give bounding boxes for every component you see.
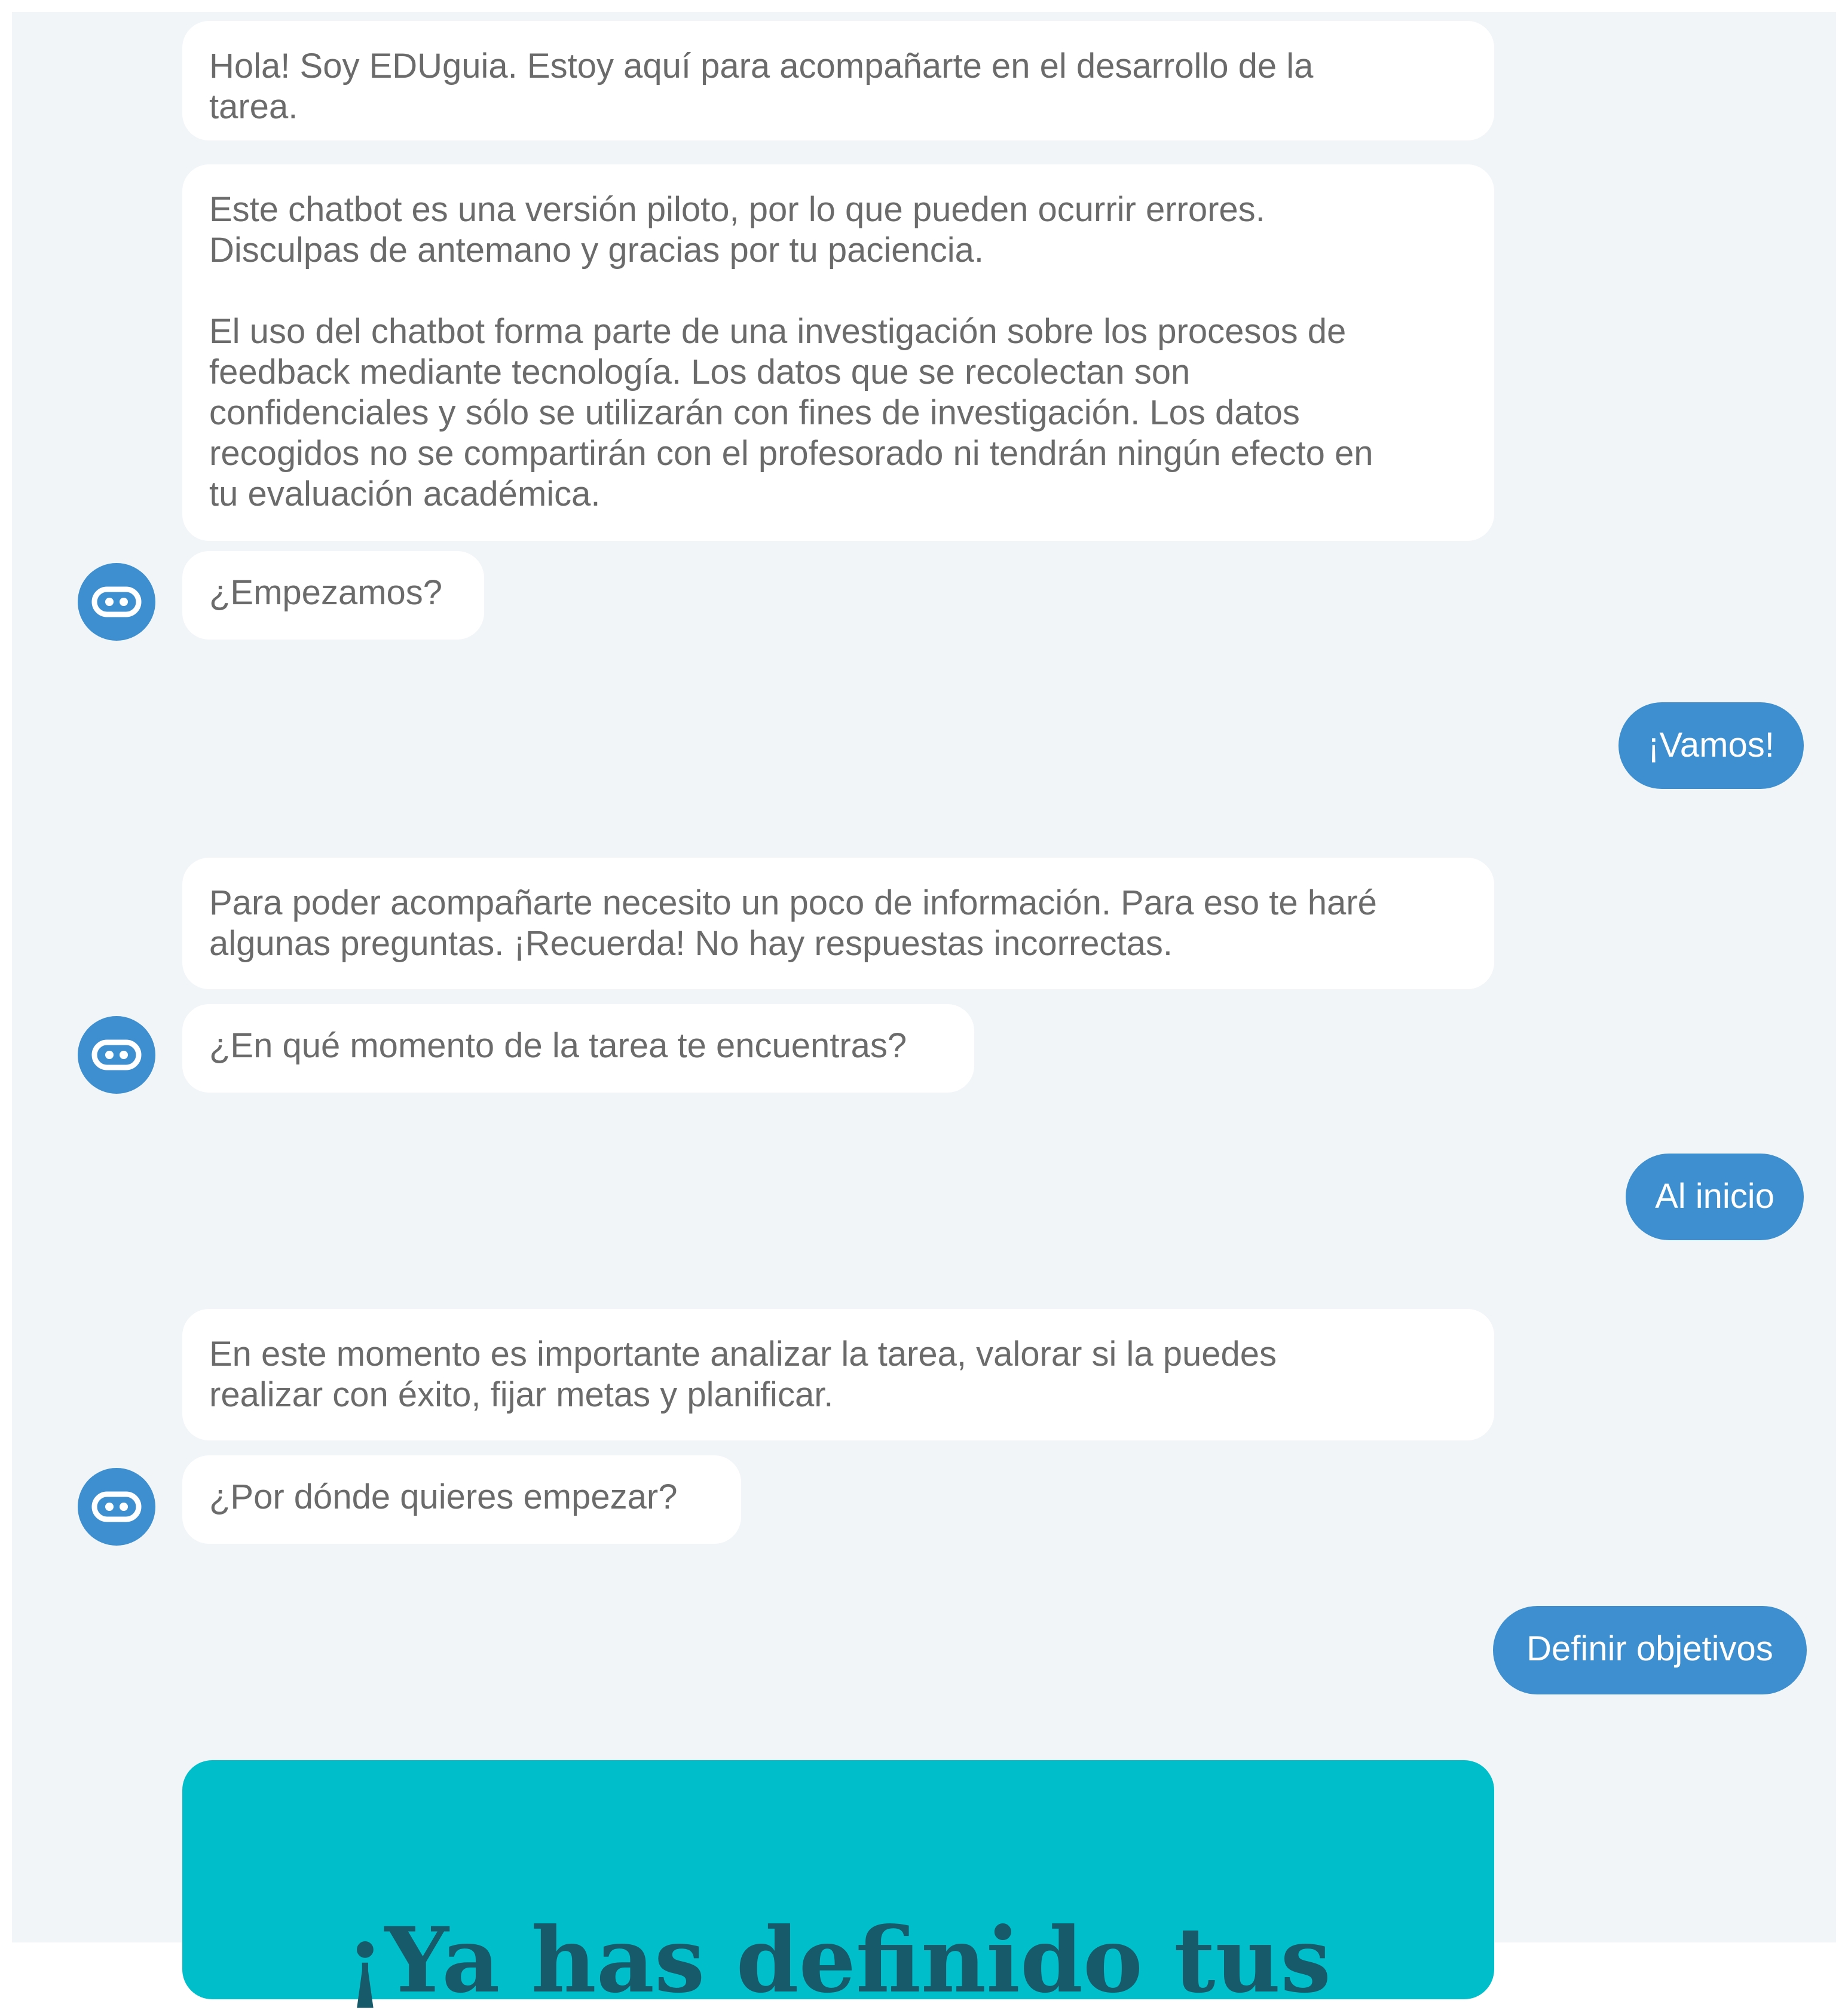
user-reply-al-inicio: Al inicio [1626, 1154, 1804, 1240]
chat-window [12, 12, 1836, 2013]
user-reply-definir-objetivos: Definir objetivos [1493, 1606, 1807, 1694]
card-title: ¡Ya has definido tus [345, 1908, 1331, 2013]
bot-avatar-icon [78, 1016, 155, 1094]
bot-avatar-icon [78, 563, 155, 641]
bot-message-moment-question: ¿En qué momento de la tarea te encuentras? [182, 1004, 974, 1093]
bot-message-start-question: ¿Empezamos? [182, 551, 484, 640]
bot-message-greeting: Hola! Soy EDUguia. Estoy aquí para acompañarte en el desarrollo de la tarea. [182, 21, 1494, 140]
bot-message-analysis-tip: En este momento es importante analizar la tarea, valorar si la puedes realizar con éxito, fijar metas y planificar. [182, 1309, 1494, 1440]
user-reply-vamos: ¡Vamos! [1618, 702, 1804, 789]
bot-message-disclaimer: Este chatbot es una versión piloto, por lo que pueden ocurrir errores. Disculpas de antemano y gracias por tu paciencia. El uso del chatbot forma parte de una investigación sobre los procesos de feedback mediante tecnología. Los datos que se recolectan son confidenciales y sólo se utilizarán con fines de investigación. Los datos recogidos no se compartirán con el profesorado ni tendrán ningún efecto en tu evaluación académica. [182, 164, 1494, 541]
bot-message-where-start-question: ¿Por dónde quieres empezar? [182, 1455, 741, 1544]
objectives-card [182, 1760, 1494, 2013]
bot-avatar-icon [78, 1468, 155, 1546]
bot-message-info-intro: Para poder acompañarte necesito un poco de información. Para eso te haré algunas preguntas. ¡Recuerda! No hay respuestas incorrectas. [182, 858, 1494, 989]
